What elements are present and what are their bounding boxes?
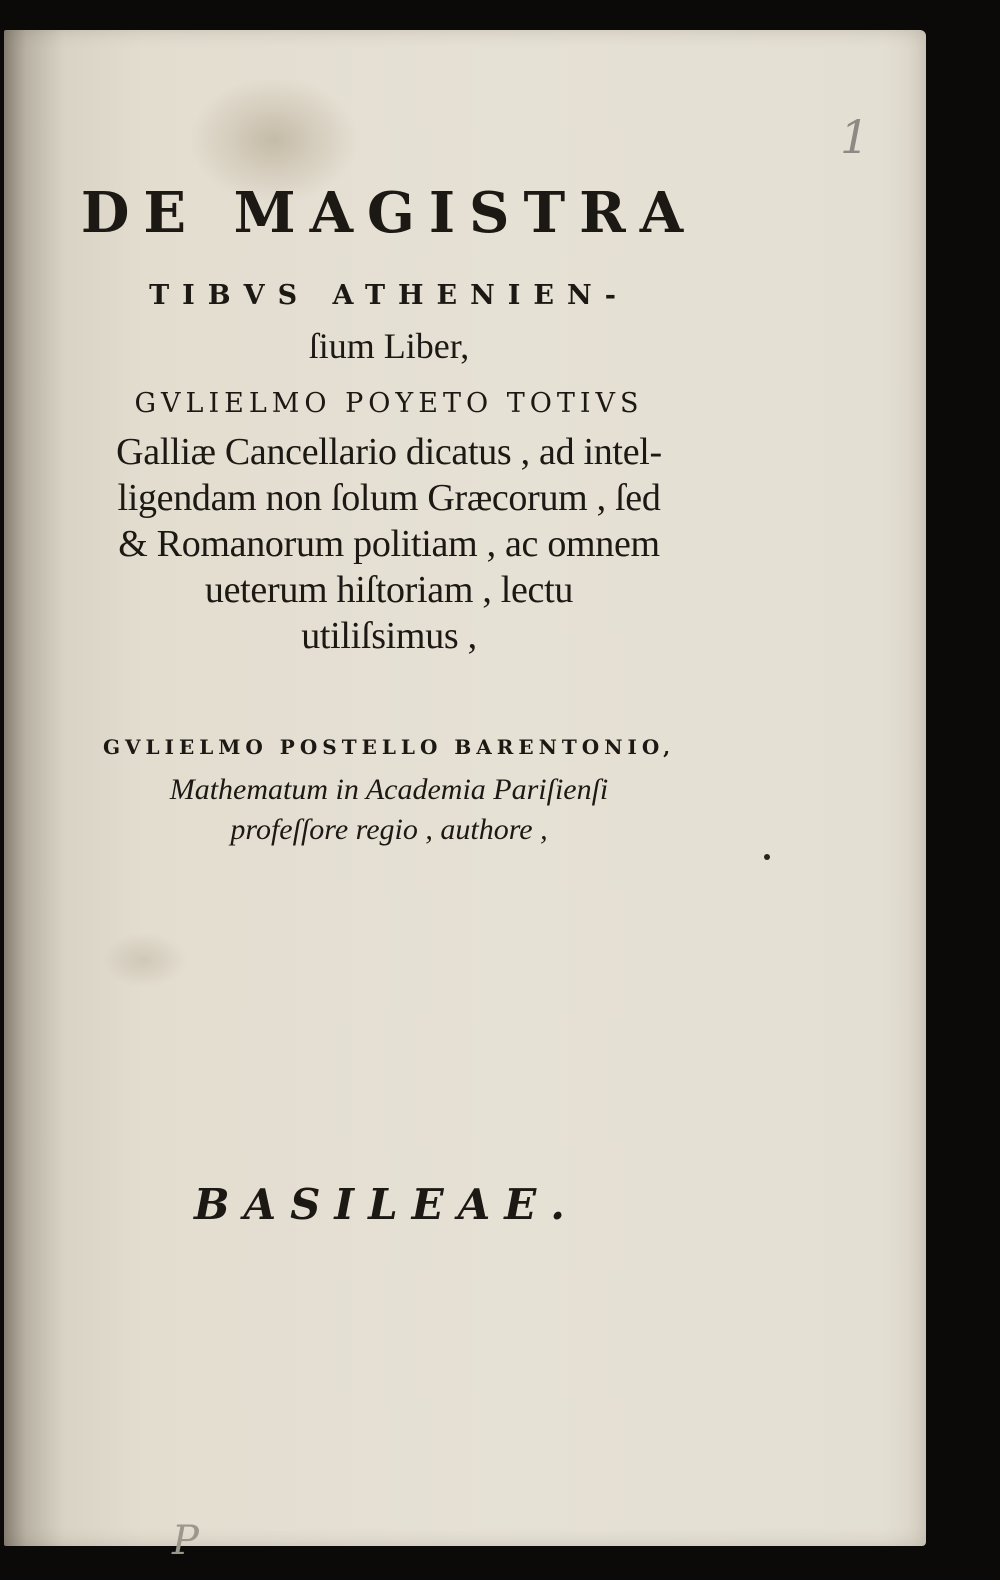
body-line-5: utiliſsimus , [301, 615, 477, 657]
body-line-3: & Romanorum politiam , ac omnem [118, 523, 660, 565]
ink-speck [764, 854, 770, 860]
pencil-folio-number: 1 [840, 110, 870, 164]
imprint: BASILEAE. [194, 1180, 579, 1229]
author-line-1: GVLIELMO POSTELLO BARENTONIO, [102, 735, 676, 759]
title-line-3: ſium Liber, [308, 326, 470, 366]
dedication-line: GVLIELMO POYETO TOTIVS [134, 388, 644, 419]
title-line-2: TIBVS ATHENIEN- [149, 280, 629, 311]
body-line-4: ueterum hiſtoriam , lectu [204, 569, 574, 611]
author-line-2: Mathematum in Academia Pariſienſi [169, 773, 609, 806]
title-page [4, 30, 926, 1564]
body-line-1: Galliæ Cancellario dicatus , ad intel- [116, 431, 662, 473]
title-line-1: DE MAGISTRA [80, 180, 698, 246]
author-line-3: profeſſore regio , authore , [230, 813, 548, 846]
bottom-mark: P [172, 1518, 199, 1564]
body-line-2: ligendam non ſolum Græcorum , ſed [117, 477, 661, 519]
